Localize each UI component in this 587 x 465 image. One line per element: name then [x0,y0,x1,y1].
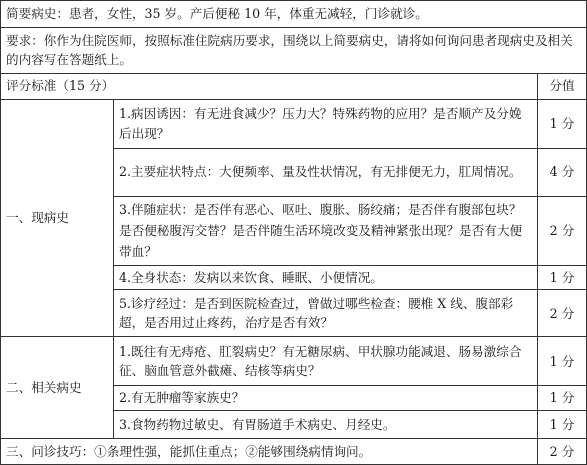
item-score: 2 分 [537,290,586,337]
item-score: 1 分 [537,386,586,411]
table-row [1,99,587,148]
criteria-item: 1.既往有无痔疮、肛裂病史？有无糖尿病、甲状腺功能减退、肠易激综合征、脑血管意外截瘫、结核等病史？ [114,337,538,386]
criteria-item: 1.病因诱因：有无进食减少？压力大？特殊药物的应用？是否顺产及分娩后出现？ [114,99,538,148]
item-score: 2 分 [537,196,586,265]
criteria-item: 2.主要症状特点：大便频率、量及性状情况，有无排便无力，肛周情况。 [114,148,538,196]
case-summary: 简要病史：患者，女性，35 岁。产后便秘 10 年，体重无减轻，门诊就诊。 [1,1,587,28]
item-score: 1 分 [537,410,586,438]
interview-skills: 三、问诊技巧：①条理性强，能抓住重点；②能够围绕病情询问。 [1,438,538,464]
table-row [1,438,587,464]
section-title-history: 一、现病史 [1,99,114,337]
table-header-row [1,73,587,99]
criteria-item: 2.有无肿瘤等家族史？ [114,386,538,411]
item-score: 1 分 [537,99,586,148]
criteria-item: 5.诊疗经过：是否到医院检查过，曾做过哪些检查：腰椎 X 线、腹部彩超，是否用过止疼药，治疗是否有效？ [114,290,538,337]
item-score: 4 分 [537,148,586,196]
table-row [1,337,587,386]
criteria-item: 3.伴随症状：是否伴有恶心、呕吐、腹胀、肠绞痛；是否伴有腹部包块？是否便秘腹泻交替？是否伴随生活环境改变及精神紧张出现？是否有大便带血？ [114,196,538,265]
criteria-item: 3.食物药物过敏史、有胃肠道手术病史、月经史。 [114,410,538,438]
requirement-row [1,27,587,73]
item-score: 2 分 [537,438,586,464]
criteria-header: 评分标准（15 分） [1,73,538,99]
criteria-item: 4.全身状态：发病以来饮食、睡眠、小便情况。 [114,265,538,290]
section-title-related: 二、相关病史 [1,337,114,439]
item-score: 1 分 [537,337,586,386]
requirement-text: 要求：你作为住院医师，按照标准住院病历要求，围绕以上简要病史，请将如何询问患者现病史及相关的内容写在答题纸上。 [1,27,587,73]
case-summary-row [1,1,587,28]
item-score: 1 分 [537,265,586,290]
score-header: 分值 [537,73,586,99]
